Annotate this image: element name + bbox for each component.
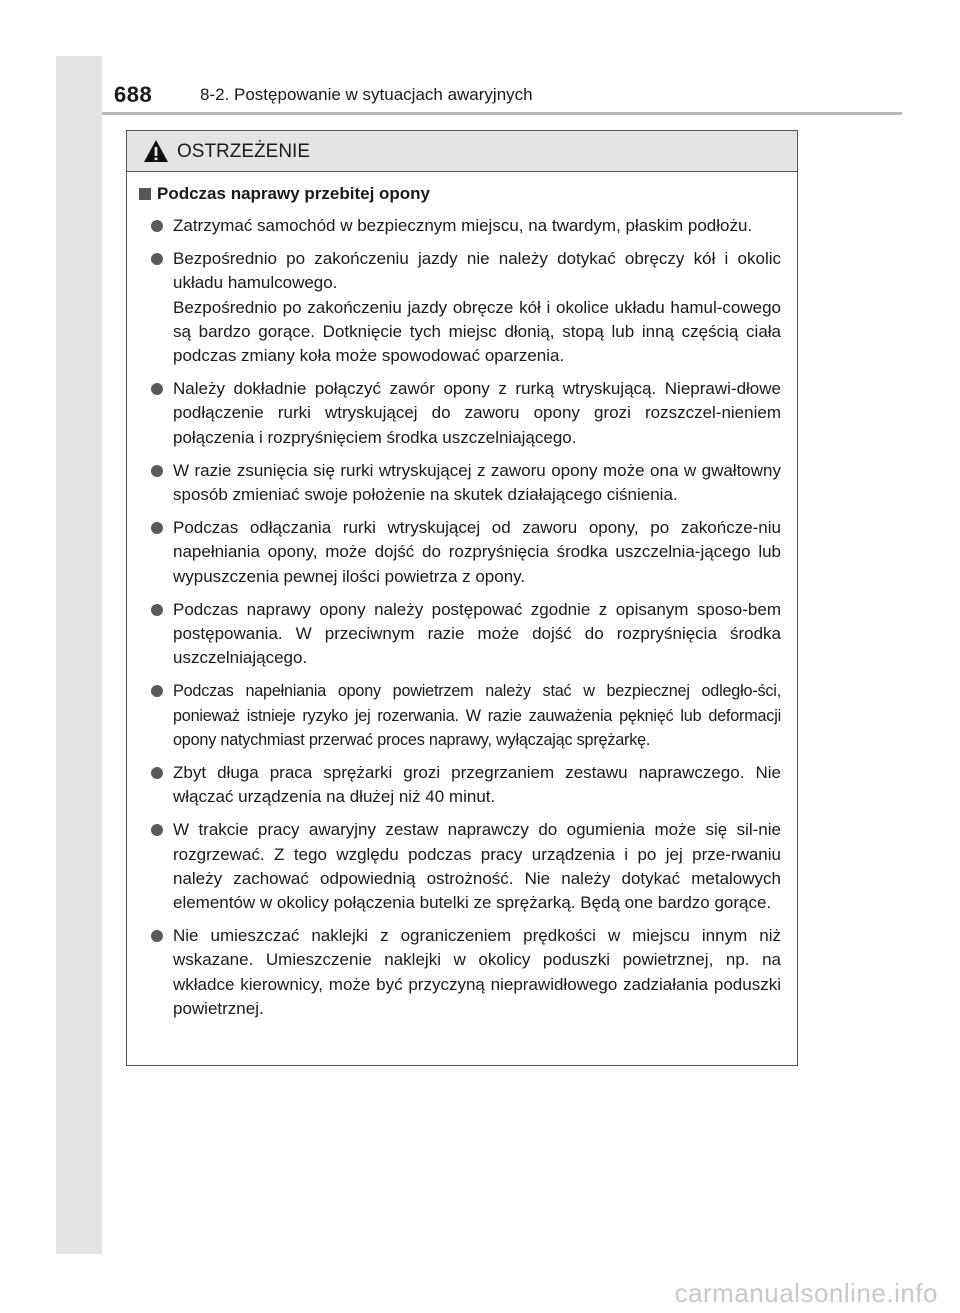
list-item (137, 818, 781, 915)
item-text: Bezpośrednio po zakończeniu jazdy nie należy dotykać obręczy kół i okolic układu hamulcowego. Bezpośrednio po zakończeniu jazdy obręcze kół i okolice układu hamul-cowego są bardzo gorące. Dotknięcie tych miejsc dłonią, stopą lub inną częścią ciała podczas zmiany koła może spowodować oparzenia. (173, 249, 781, 366)
list-item (137, 924, 781, 1021)
square-bullet-icon (139, 188, 151, 200)
item-text: Nie umieszczać naklejki z ograniczeniem prędkości w miejscu innym niż wskazane. Umieszczenie naklejki w okolicy poduszki powietrznej, np. na wkładce kierownicy, może być przyczyną nieprawidłowego zadziałania poduszki powietrznej. (173, 926, 781, 1018)
warning-triangle-icon (143, 139, 169, 163)
list-item (137, 516, 781, 589)
warning-body (127, 172, 797, 1021)
subheading-text: Podczas naprawy przebitej opony (157, 184, 431, 203)
page-header (102, 56, 902, 112)
item-text: W trakcie pracy awaryjny zestaw naprawczy do ogumienia może się sil-nie rozgrzewać. Z tego względu podczas pracy urządzenia i po jej prze-rwaniu należy zachować odpowiednią ostrożność. Nie należy dotykać metalowych elementów w okolicy połączenia butelki ze sprężarką. Będą one bardzo gorące. (173, 820, 781, 913)
warning-box (126, 130, 798, 1066)
list-item (137, 214, 781, 238)
bullet-icon (151, 685, 163, 697)
bullet-icon (151, 824, 163, 836)
warning-title: OSTRZEŻENIE (177, 141, 311, 162)
bullet-icon (151, 383, 163, 395)
warning-list (137, 214, 781, 1021)
item-text: Zatrzymać samochód w bezpiecznym miejscu, na twardym, płaskim podłożu. (173, 216, 753, 235)
list-item (137, 679, 781, 752)
list-item (137, 598, 781, 671)
header-rule (102, 112, 902, 115)
warning-header (127, 131, 797, 172)
item-text: Podczas odłączania rurki wtryskującej od zaworu opony, po zakończe-niu napełniania opony, może dojść do rozpryśnięcia środka uszczelnia-jącego lub wypuszczenia pewnej ilości powietrza z opony. (173, 518, 781, 586)
bullet-icon (151, 522, 163, 534)
item-text: Zbyt długa praca sprężarki grozi przegrzaniem zestawu naprawczego. Nie włączać urządzenia na dłużej niż 40 minut. (173, 763, 781, 807)
bullet-icon (151, 253, 163, 265)
bullet-icon (151, 930, 163, 942)
watermark: carmanualsonline.info (674, 1278, 938, 1308)
item-text: W razie zsunięcia się rurki wtryskującej z zaworu opony może ona w gwałtowny sposób zmieniać swoje położenie na skutek działającego ciśnienia. (173, 460, 781, 505)
item-text: Podczas naprawy opony należy postępować zgodnie z opisanym sposo-bem postępowania. W przeciwnym razie może dojść do rozpryśnięcia środka uszczelniającego. (173, 599, 781, 668)
warning-subheading (137, 182, 781, 206)
side-strip (56, 56, 102, 1254)
list-item (137, 377, 781, 450)
bullet-icon (151, 767, 163, 779)
list-item (137, 459, 781, 507)
item-text: Podczas napełniania opony powietrzem należy stać w bezpiecznej odległo-ści, ponieważ istnieje ryzyko jej rozerwania. W razie zauważenia pęknięć lub deformacji opony natychmiast przerwać proces naprawy, wyłączając sprężarkę. (173, 682, 781, 749)
item-text: Należy dokładnie połączyć zawór opony z rurką wtryskującą. Nieprawi-dłowe podłączenie rurki wtryskującej do zaworu opony grozi rozszczel-nieniem połączenia i rozpryśnięciem środka uszczelniającego. (173, 379, 781, 447)
section-title: 8-2. Postępowanie w sytuacjach awaryjnych (200, 85, 533, 104)
bullet-icon (151, 220, 163, 232)
bullet-icon (151, 604, 163, 616)
bullet-icon (151, 465, 163, 477)
list-item (137, 247, 781, 368)
list-item (137, 761, 781, 809)
page-number: 688 (114, 82, 153, 107)
